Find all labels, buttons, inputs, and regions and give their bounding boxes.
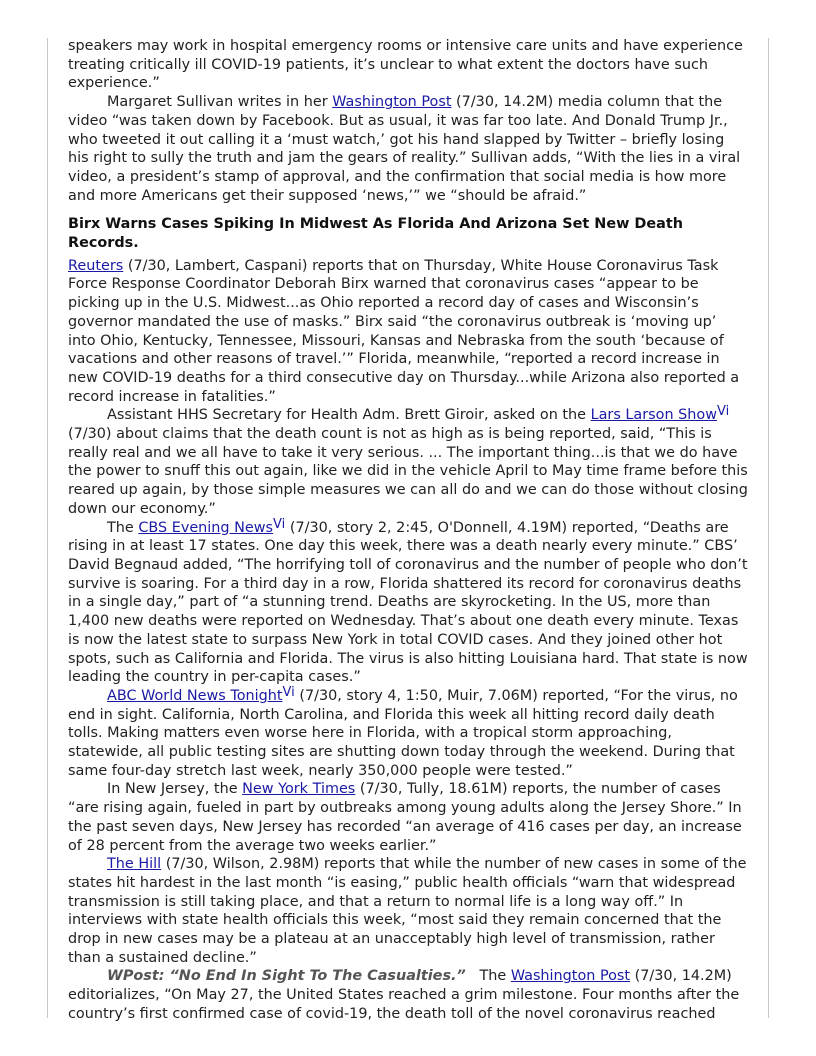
paragraph-text: (7/30, 14.2M) editorializes, “On May 27, the United States reached a grim milestone. Four months after the country’s first confirmed case of covid-19, the death toll of the novel coronavirus reached [68, 968, 740, 1022]
paragraph-wpost-editorial [68, 967, 748, 1023]
paragraph-text: (7/30, story 2, 2:45, O'Donnell, 4.19M) reported, “Deaths are rising in at least 17 states. One day this week, there was a death nearly every minute.” CBS’ David Begnaud added, “The horrifying toll of coronavirus and the number of people who don’t survive is soaring. For a third day in a row, Florida shattered its record for coronavirus deaths in a single day,” part of “a stunning trend. Deaths are skyrocketing. In the US, more than 1,400 new deaths were reported on Wednesday. That’s about one death every minute. Texas is now the latest state to surpass New York in total COVID cases. And they joined other hot spots, such as California and Florida. The virus is also hitting Louisiana hard. That state is now leading the country in per-capita cases.” [68, 519, 748, 686]
paragraph-text: (7/30, Tully, 18.61M) reports, the number of cases “are rising again, fueled in part by outbreaks among young adults along the Jersey Shore.” In the past seven days, New Jersey has recorded “an average of 416 cases per day, an increase of 28 percent from the average two weeks earlier.” [68, 781, 742, 854]
reuters-link[interactable]: Reuters [68, 257, 124, 274]
the-hill-link[interactable]: The Hill [107, 856, 162, 873]
paragraph-reuters [68, 257, 748, 407]
left-margin-rule [47, 38, 48, 1018]
paragraph-text: (7/30, Wilson, 2.98M) reports that while the number of new cases in some of the states hit hardest in the last month “is easing,” public health officials “warn that widespread transmission is still taking place, and that a return to normal life is a long way off.” In interviews with state health officials this week, “most said they remain concerned that the drop in new cases may be a plateau at an unacceptably high level of transmission, rather than a sustained decline.” [68, 856, 747, 966]
paragraph-sullivan [68, 93, 748, 205]
section-heading: Birx Warns Cases Spiking In Midwest As Florida And Arizona Set New Death Records. [68, 216, 683, 252]
paragraph-text: (7/30, Lambert, Caspani) reports that on Thursday, White House Coronavirus Task Force Response Coordinator Deborah Birx warned that coronavirus cases “appear to be picking up in the U.S. Midwest...as Ohio reported a record day of cases and Wisconsin’s governor mandated the use of masks.” Birx said “the coronavirus outbreak is ‘moving up’ into Ohio, Kentucky, Tennessee, Missouri, Kansas and Nebraska from the south ‘because of vacations and other reasons of travel.’” Florida, meanwhile, “reported a record increase in new COVID-19 deaths for a third consecutive day on Thursday...while Arizona also reported a record increase in fatalities.” [68, 257, 740, 405]
video-indicator[interactable]: Vi [273, 516, 286, 532]
washington-post-link[interactable]: Washington Post [332, 94, 452, 111]
paragraph-text: Assistant HHS Secretary for Health Adm. Brett Giroir, asked on the [107, 407, 591, 424]
right-margin-rule [768, 38, 769, 1018]
paragraph-text: The [107, 519, 139, 536]
editorial-lead: WPost: “No End In Sight To The Casualties.” [107, 968, 466, 985]
paragraph-text: In New Jersey, the [107, 781, 243, 798]
paragraph-text: (7/30, 14.2M) media column that the video “was taken down by Facebook. But as usual, it was far too late. And Donald Trump Jr., who tweeted it out calling it a ‘must watch,’ got his hand slapped by Twitter – briefly losing his right to sully the truth and jam the gears of reality.” Sullivan adds, “With the lies in a viral video, a president’s stamp of approval, and the confirmation that social media is how more and more Americans get their supposed ‘news,’” we “should be afraid.” [68, 94, 741, 204]
new-york-times-link[interactable]: New York Times [242, 781, 356, 798]
paragraph-text: speakers may work in hospital emergency rooms or intensive care units and have experience treating critically ill COVID-19 patients, it’s unclear to what extent the doctors have such experience.” [68, 38, 743, 92]
document-page [68, 37, 748, 1024]
paragraph-text: Margaret Sullivan writes in her [107, 94, 333, 111]
paragraph-giroir [68, 406, 748, 518]
paragraph-nyt [68, 780, 748, 855]
paragraph-the-hill [68, 855, 748, 967]
paragraph-text: The [465, 968, 511, 985]
lars-larson-show-link[interactable]: Lars Larson Show [590, 407, 717, 424]
cbs-evening-news-link[interactable]: CBS Evening News [138, 519, 274, 536]
video-indicator[interactable]: Vi [282, 684, 295, 700]
washington-post-link[interactable]: Washington Post [510, 968, 631, 985]
paragraph-text: (7/30) about claims that the death count is not as high as is being reported, said, “This is really real and we all have to take it very serious. ... The important thing...is that we do have the power to snuff this out again, like we did in the vehicle April to May time frame before this reared up again, by those simple measures we can all do and we can do those without closing down our economy.” [68, 426, 748, 517]
paragraph-abc [68, 684, 748, 781]
video-indicator[interactable]: Vi [717, 404, 730, 420]
paragraph-text: (7/30, story 4, 1:50, Muir, 7.06M) reported, “For the virus, no end in sight. California, North Carolina, and Florida this week all hitting record daily death tolls. Making matters even worse here in Florida, with a tropical storm approaching, statewide, all public testing sites are shutting down today through the weekend. During that same four-day stretch last week, nearly 350,000 people were tested.” [68, 687, 738, 779]
paragraph-cbs [68, 516, 748, 687]
abc-world-news-tonight-link[interactable]: ABC World News Tonight [107, 687, 283, 704]
paragraph-continuation [68, 37, 748, 93]
